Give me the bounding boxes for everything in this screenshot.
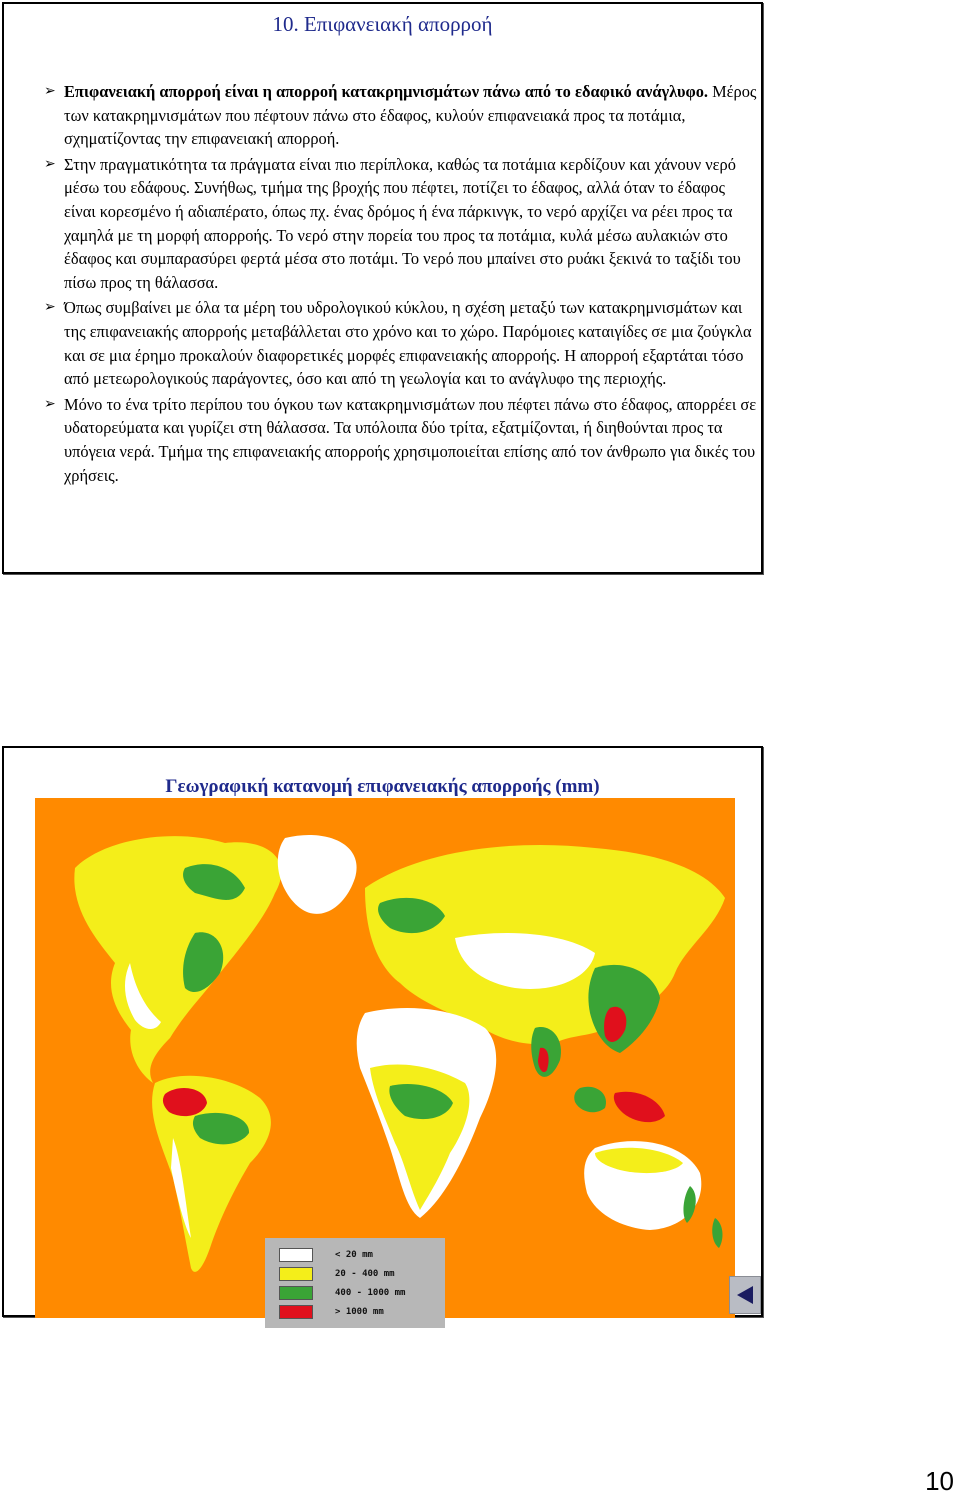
slide-map	[2, 746, 763, 1317]
legend-label: < 20 mm	[335, 1250, 373, 1260]
legend-item	[279, 1286, 405, 1300]
bullet-text: Στην πραγματικότητα τα πράγματα είναι πιο περίπλοκα, καθώς τα ποτάμια κερδίζουν και χάνουν νερό μέσω του εδάφους. Συνήθως, τμήμα της βροχής που πέφτει, ποτίζει το έδαφος, αλλά όταν το έδαφος είναι κορεσμένο ή αδιαπέρατο, όπως πχ. ένας δρόμος ή ένα πάρκινγκ, το νερό αρχίζει να ρέει προς τα χαμηλά με τη μορφή απορροής. Το νερό στην πορεία του προς τα ποτάμια, κυλά μέσω αυλακιών στο έδαφος και συμπαρασύρει φερτά μέσα στο ποτάμι. Το νερό που μπαίνει στο ρυάκι ξεκινά το ταξίδι του πίσω προς τη θάλασσα.	[64, 154, 741, 292]
legend-label: > 1000 mm	[335, 1307, 384, 1317]
world-runoff-map	[35, 798, 735, 1318]
triangle-left-icon	[734, 1284, 756, 1306]
bullet-text: Μέρος των κατακρημνισμάτων που πέφτουν πάνω στο έδαφος, κυλούν επιφανειακά προς τα ποτάμια, σχηματίζοντας την επιφανειακή απορροή.	[64, 82, 757, 149]
legend-swatch	[279, 1248, 313, 1262]
legend-item	[279, 1305, 384, 1319]
slide-text	[2, 2, 763, 574]
legend-swatch	[279, 1267, 313, 1281]
map-legend	[265, 1238, 445, 1328]
bullet-text: Μόνο το ένα τρίτο περίπου του όγκου των κατακρημνισμάτων που πέφτει πάνω στο έδαφος, απορρέει σε υδατορεύματα και γυρίζει στη θάλασσα. Τα υπόλοιπα δύο τρίτα, εξατμίζονται, ή διηθούνται προς τα υπόγεια νερά. Τμήμα της επιφανειακής απορροής χρησιμοποιείται επίσης από τον άνθρωπο για δικές του χρήσεις.	[64, 394, 757, 485]
legend-label: 20 - 400 mm	[335, 1269, 395, 1279]
map-title: Γεωγραφική κατανομή επιφανειακής απορροής (mm)	[165, 776, 600, 797]
bullet-text: Όπως συμβαίνει με όλα τα μέρη του υδρολογικού κύκλου, η σχέση μεταξύ των κατακρημνισμάτων και της επιφανειακής απορροής μεταβάλλεται στο χρόνο και το χώρο. Παρόμοιες καταιγίδες σε μια ζούγκλα και σε μια έρημο προκαλούν διαφορετικές μορφές επιφανειακής απορροής. Η απορροή εξαρτάται τόσο από μετεωρολογικούς παράγοντες, όσο και από τη γεωλογία και το ανάγλυφο της περιοχής.	[64, 298, 752, 389]
legend-item	[279, 1248, 373, 1262]
slide-title: 10. Επιφανειακή απορροή	[272, 12, 493, 36]
back-button[interactable]	[729, 1276, 761, 1314]
arrow-bullet-icon: ➢	[44, 156, 56, 172]
bullet-item	[46, 296, 758, 390]
arrow-bullet-icon: ➢	[44, 84, 56, 99]
bullet-item	[46, 153, 758, 295]
bullet-bold-text: Επιφανειακή απορροή είναι η απορροή κατακρημνισμάτων πάνω από το εδαφικό ανάγλυφο.	[64, 82, 708, 101]
arrow-bullet-icon: ➢	[44, 396, 56, 412]
bullet-list	[46, 80, 758, 489]
legend-swatch	[279, 1305, 313, 1319]
legend-swatch	[279, 1286, 313, 1300]
bullet-item	[46, 80, 758, 151]
legend-item	[279, 1267, 395, 1281]
bullet-item	[46, 393, 758, 487]
legend-label: 400 - 1000 mm	[335, 1288, 406, 1298]
page-number: 10	[925, 1466, 954, 1496]
arrow-bullet-icon: ➢	[44, 300, 56, 316]
